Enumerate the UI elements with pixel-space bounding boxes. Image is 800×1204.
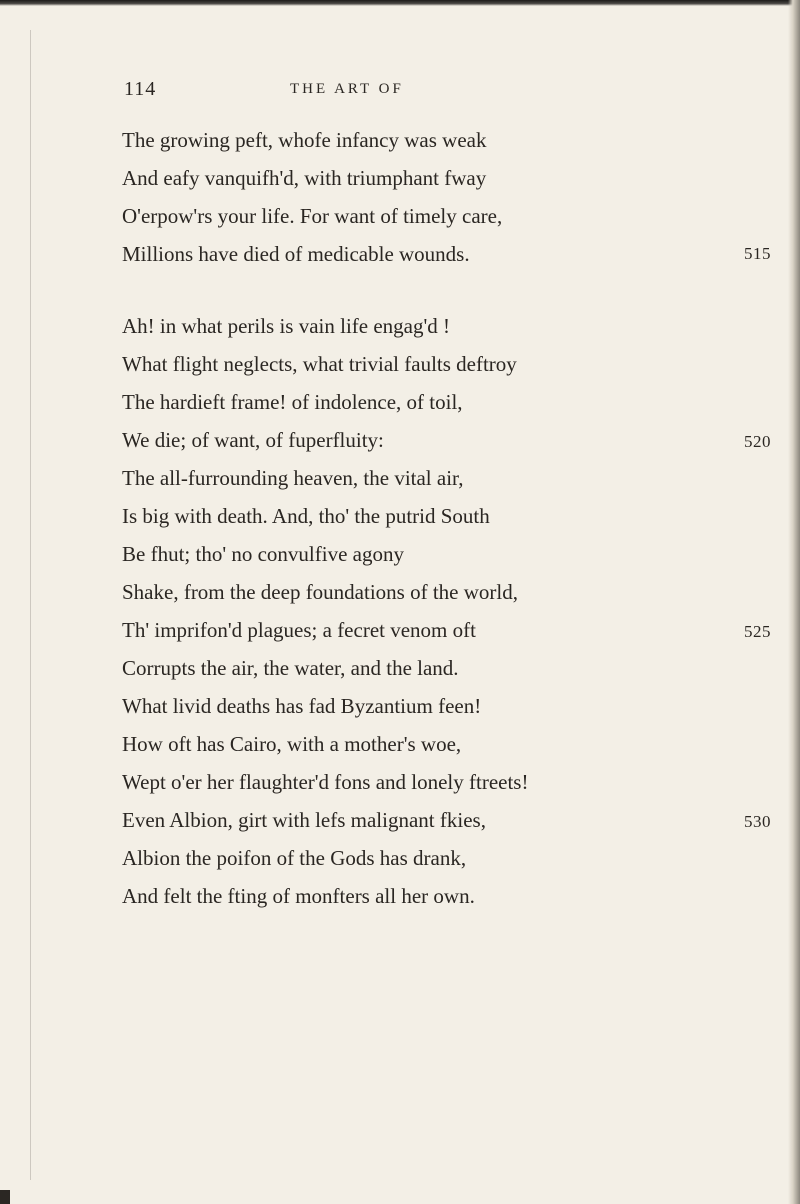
page-right-edge [788,0,800,1204]
verse-line: The hardieft frame! of indolence, of toil, [122,390,463,414]
page-number: 114 [124,78,157,100]
verse-line: Millions have died of medicable wounds. [122,242,470,266]
verse-line: And felt the fting of monfters all her own. [122,884,475,908]
line-number: 525 [744,622,771,641]
gutter-shadow [30,30,31,1180]
running-title: THE ART OF [290,81,404,97]
line-number: 520 [744,432,771,451]
page-top-edge [0,0,800,6]
verse-line: Th' imprifon'd plagues; a fecret venom oft [122,618,476,642]
verse-line: Corrupts the air, the water, and the land. [122,656,459,680]
verse-line: Be fhut; tho' no convulfive agony [122,542,404,566]
line-number: 530 [744,812,771,831]
verse-line: How oft has Cairo, with a mother's woe, [122,732,462,756]
verse-line: We die; of want, of fuperfluity: [122,428,384,452]
verse-line: Shake, from the deep foundations of the world, [122,580,518,604]
verse-line: And eafy vanquifh'd, with triumphant fway [122,166,487,190]
verse-line: O'erpow'rs your life. For want of timely care, [122,204,503,228]
verse-line: What livid deaths has fad Byzantium feen! [122,694,482,718]
running-head [0,78,800,102]
verse-line: Is big with death. And, tho' the putrid South [122,504,490,528]
verse-line: What flight neglects, what trivial faults deftroy [122,352,517,376]
verse-line: The all-furrounding heaven, the vital air, [122,466,464,490]
verse-line: Albion the poifon of the Gods has drank, [122,846,467,870]
line-number: 515 [744,244,771,263]
verse-line: Even Albion, girt with lefs malignant fkies, [122,808,486,832]
verse-line: The growing peft, whofe infancy was weak [122,128,487,152]
verse-line: Wept o'er her flaughter'd fons and lonely ftreets! [122,770,529,794]
verse-line: Ah! in what perils is vain life engag'd ! [122,314,451,338]
binding-mark [0,1190,10,1204]
